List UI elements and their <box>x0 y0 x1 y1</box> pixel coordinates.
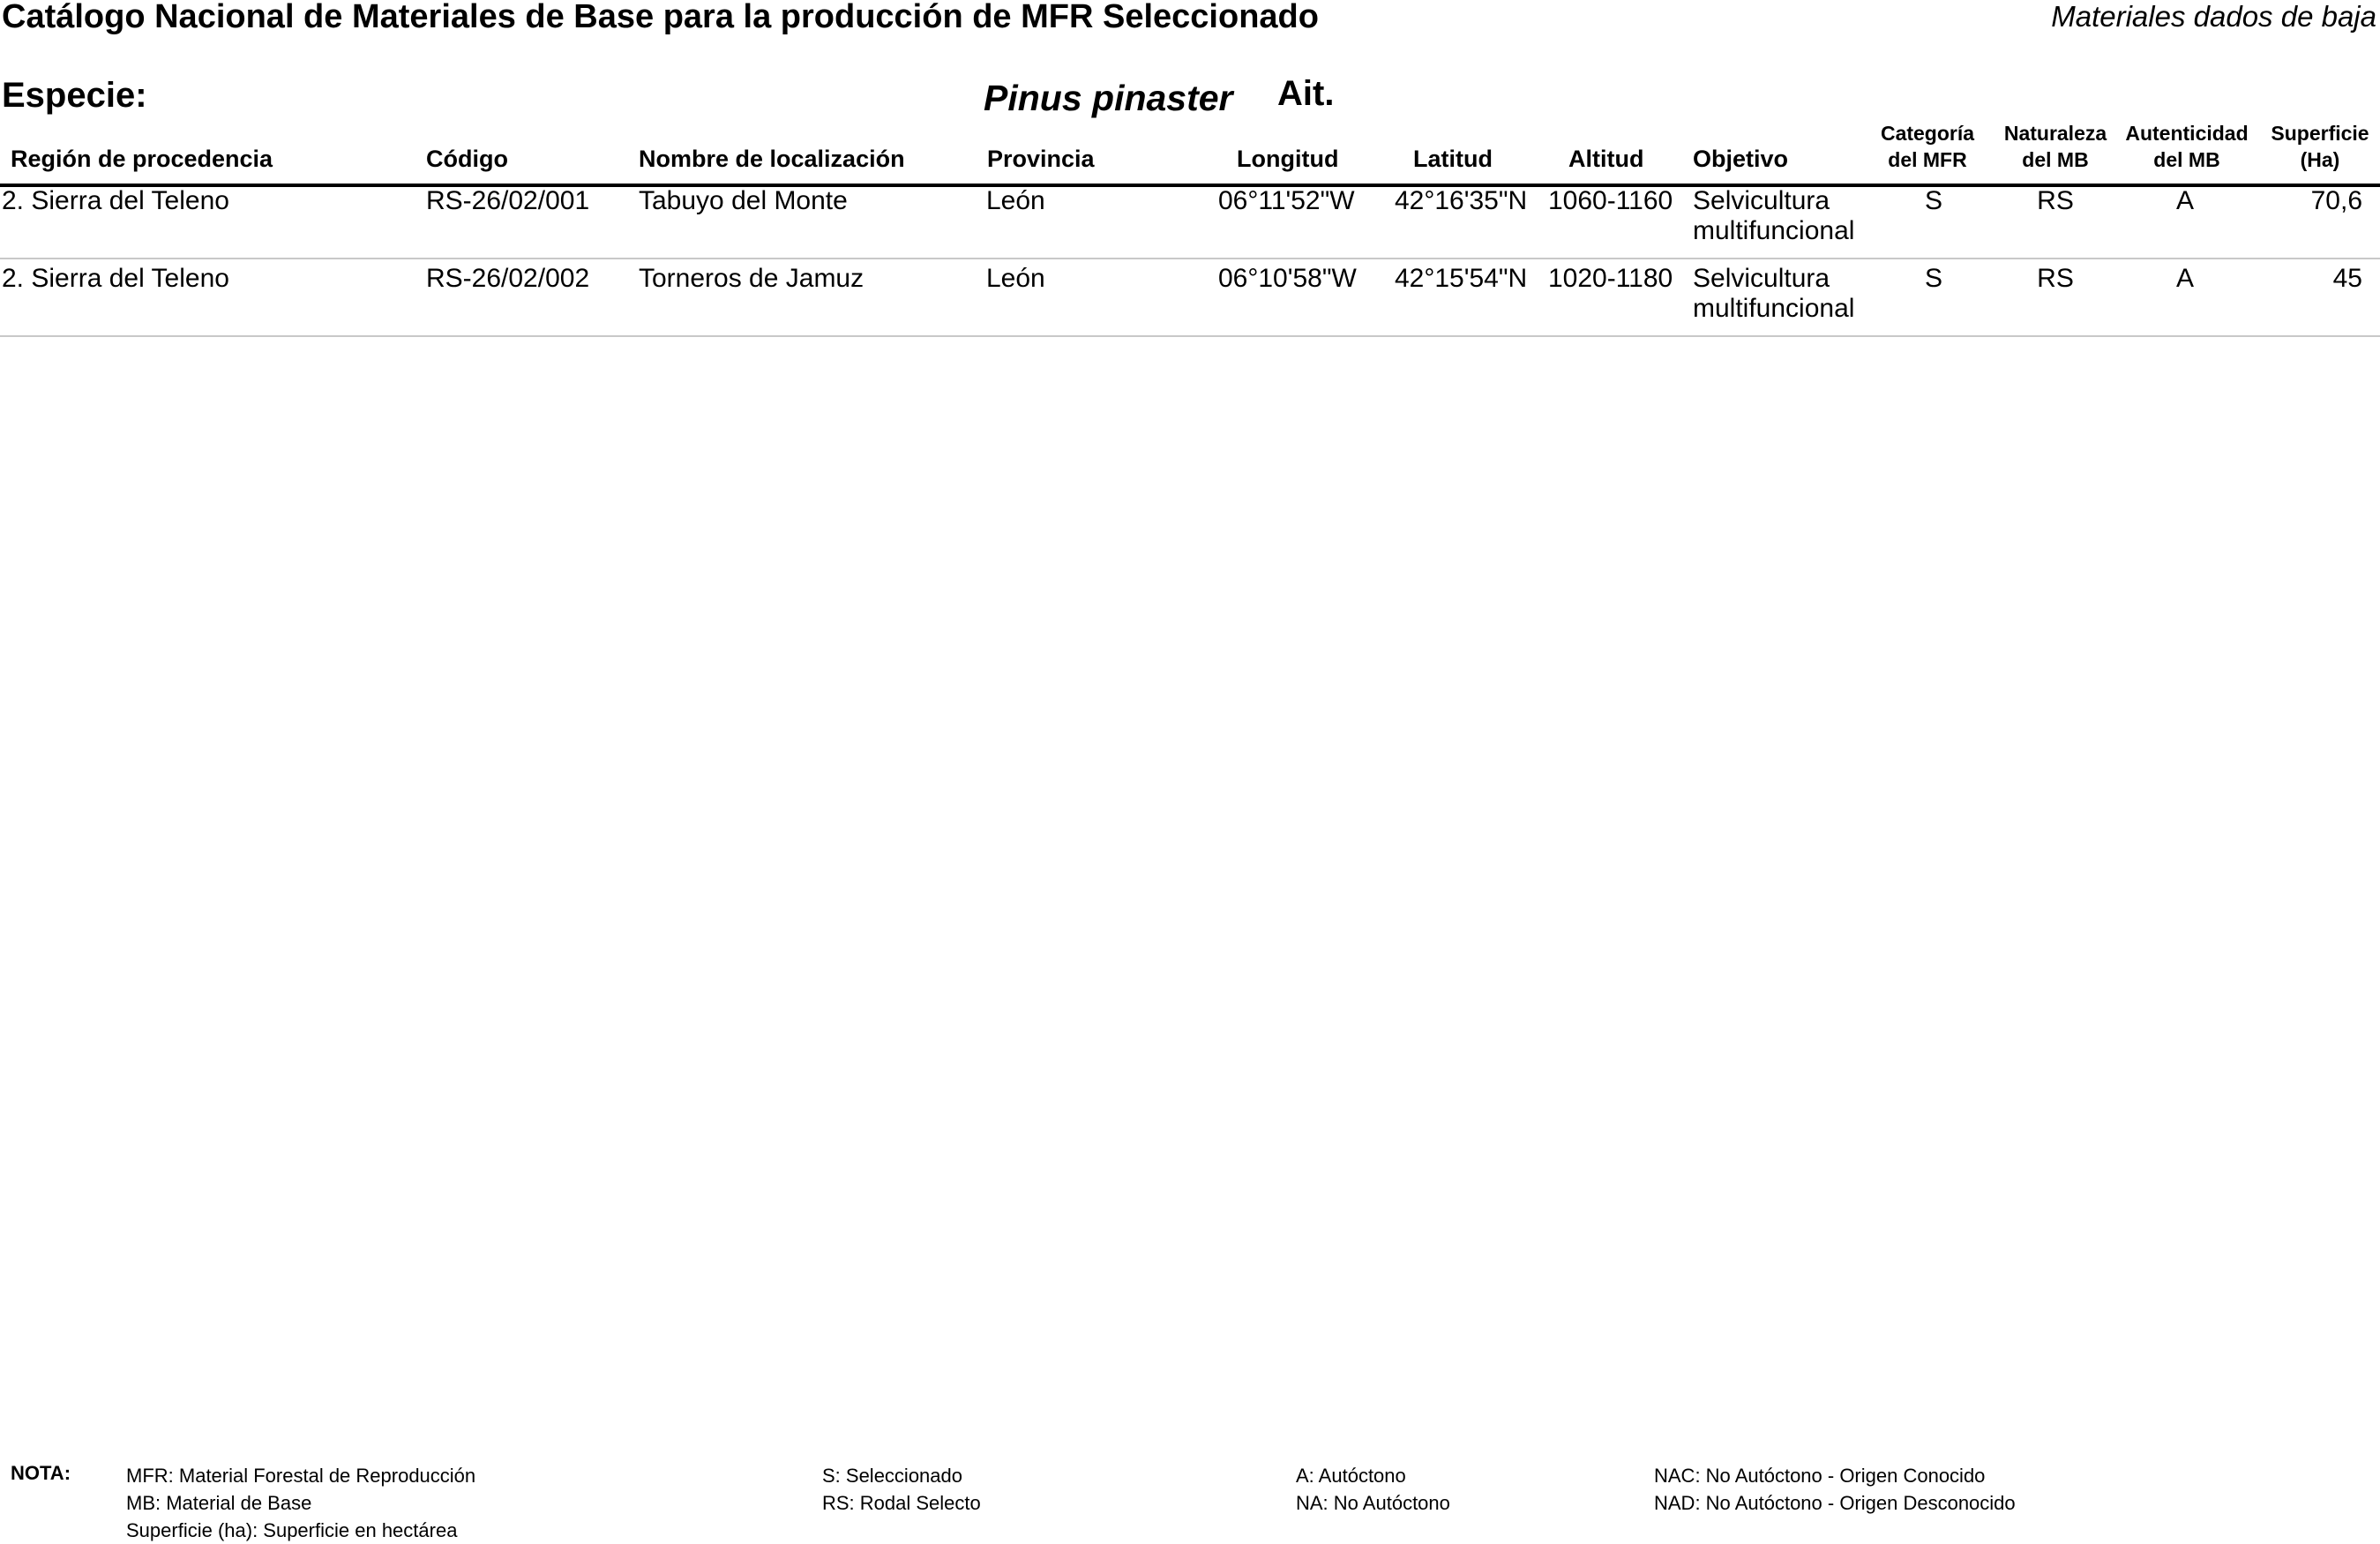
nota-item: NA: No Autóctono <box>1296 1492 1450 1514</box>
cell-objetivo-line1: Selvicultura <box>1693 264 1830 293</box>
cell-altitud: 1020-1180 <box>1548 264 1673 293</box>
cell-objetivo-line1: Selvicultura <box>1693 186 1830 215</box>
cell-autenticidad: A <box>2175 264 2194 293</box>
col-header-superficie <box>2263 120 2377 173</box>
page-subtitle: Materiales dados de baja <box>2051 0 2376 33</box>
col-header-autenticidad <box>2121 120 2253 173</box>
col-header-codigo: Código <box>426 146 508 172</box>
col-header-naturaleza-line1: Naturaleza <box>2003 122 2107 145</box>
cell-provincia: León <box>986 186 1045 215</box>
cell-naturaleza: RS <box>2037 264 2074 293</box>
species-author: Ait. <box>1277 74 1335 113</box>
nota-item: RS: Rodal Selecto <box>822 1492 981 1514</box>
col-header-nombre: Nombre de localización <box>639 146 905 172</box>
cell-codigo: RS-26/02/002 <box>426 264 590 293</box>
col-header-provincia: Provincia <box>987 146 1095 172</box>
cell-altitud: 1060-1160 <box>1548 186 1673 215</box>
nota-item: NAC: No Autóctono - Origen Conocido <box>1654 1465 1986 1487</box>
cell-nombre: Torneros de Jamuz <box>639 264 864 293</box>
col-header-superficie-line2: (Ha) <box>2300 148 2340 171</box>
col-header-categoria-line2: del MFR <box>1888 148 1967 171</box>
cell-categoria: S <box>1924 264 1942 293</box>
col-header-autenticidad-line2: del MB <box>2153 148 2220 171</box>
col-header-longitud: Longitud <box>1237 146 1339 172</box>
nota-column-2 <box>822 1462 981 1517</box>
cell-objetivo-line2: multifuncional <box>1693 294 1855 323</box>
cell-provincia: León <box>986 264 1045 293</box>
nota-item: NAD: No Autóctono - Origen Desconocido <box>1654 1492 2016 1514</box>
nota-item: A: Autóctono <box>1296 1465 1406 1487</box>
cell-objetivo <box>1693 186 1854 246</box>
col-header-latitud: Latitud <box>1413 146 1493 172</box>
nota-column-3 <box>1296 1462 1450 1517</box>
col-header-region: Región de procedencia <box>11 146 273 172</box>
col-header-objetivo: Objetivo <box>1693 146 1789 172</box>
cell-longitud: 06°10'58"W <box>1218 264 1357 293</box>
cell-latitud: 42°15'54"N <box>1395 264 1528 293</box>
cell-longitud: 06°11'52"W <box>1218 186 1355 215</box>
col-header-naturaleza-line2: del MB <box>2022 148 2089 171</box>
nota-item: S: Seleccionado <box>822 1465 962 1487</box>
col-header-categoria <box>1866 120 1989 173</box>
cell-region: 2. Sierra del Teleno <box>2 186 229 215</box>
col-header-categoria-line1: Categoría <box>1880 122 1975 145</box>
page-title: Catálogo Nacional de Materiales de Base para la producción de MFR Seleccionado <box>2 0 1319 35</box>
col-header-altitud: Altitud <box>1568 146 1644 172</box>
cell-autenticidad: A <box>2175 186 2194 215</box>
nota-item: MFR: Material Forestal de Reproducción <box>126 1465 476 1487</box>
nota-column-1 <box>126 1462 475 1544</box>
col-header-naturaleza <box>1994 120 2117 173</box>
species-label: Especie: <box>2 76 147 115</box>
row-divider <box>0 258 2380 259</box>
row-divider <box>0 335 2380 337</box>
cell-objetivo <box>1693 264 1854 324</box>
cell-latitud: 42°16'35"N <box>1395 186 1528 215</box>
nota-item: MB: Material de Base <box>126 1492 312 1514</box>
cell-region: 2. Sierra del Teleno <box>2 264 229 293</box>
species-name: Pinus pinaster <box>984 78 1233 118</box>
col-header-autenticidad-line1: Autenticidad <box>2125 122 2249 145</box>
nota-label: NOTA: <box>11 1462 71 1484</box>
cell-naturaleza: RS <box>2037 186 2074 215</box>
nota-column-4 <box>1654 1462 2016 1517</box>
col-header-superficie-line1: Superficie <box>2271 122 2369 145</box>
cell-objetivo-line2: multifuncional <box>1693 216 1855 245</box>
cell-superficie: 45 <box>2332 264 2362 293</box>
cell-categoria: S <box>1924 186 1942 215</box>
cell-superficie: 70,6 <box>2310 186 2362 215</box>
cell-codigo: RS-26/02/001 <box>426 186 590 215</box>
cell-nombre: Tabuyo del Monte <box>639 186 848 215</box>
nota-item: Superficie (ha): Superficie en hectárea <box>126 1519 458 1541</box>
